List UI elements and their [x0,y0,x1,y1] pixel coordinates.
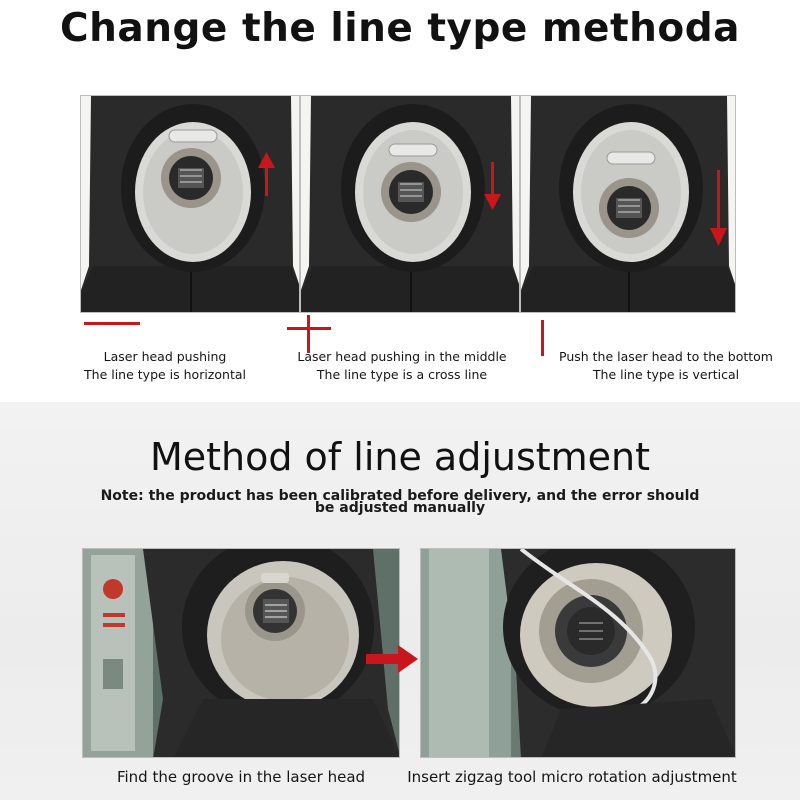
step-caption-line2: The line type is vertical [592,367,740,382]
laser-head-photo-vertical [520,95,736,313]
step-caption-line2: The line type is a cross line [316,367,488,382]
laser-head-photo-horizontal [80,95,300,313]
laser-head-groove-photo [82,548,400,758]
step-caption-3 [546,348,786,384]
step-caption-line1: Laser head pushing in the middle [297,349,507,364]
line-adjustment-title: Method of line adjustment [149,435,651,479]
zigzag-tool-adjustment-photo [420,548,736,758]
arrow-right-icon [366,644,418,674]
step-caption-line2: The line type is horizontal [84,367,246,382]
step-caption-2 [284,348,520,384]
zigzag-tool-caption: Insert zigzag tool micro rotation adjustment [407,768,737,786]
calibration-note-line1: Note: the product has been calibrated before delivery, and the error should [100,488,700,504]
step-caption-line1: Push the laser head to the bottom [559,349,773,364]
calibration-note-line2: be adjusted manually [314,500,486,516]
groove-caption: Find the groove in the laser head [116,768,366,786]
line-type-title: Change the line type methoda [60,6,740,51]
laser-head-photo-cross [300,95,520,313]
step-caption-1 [60,348,270,384]
step-caption-line1: Laser head pushing [103,349,227,364]
